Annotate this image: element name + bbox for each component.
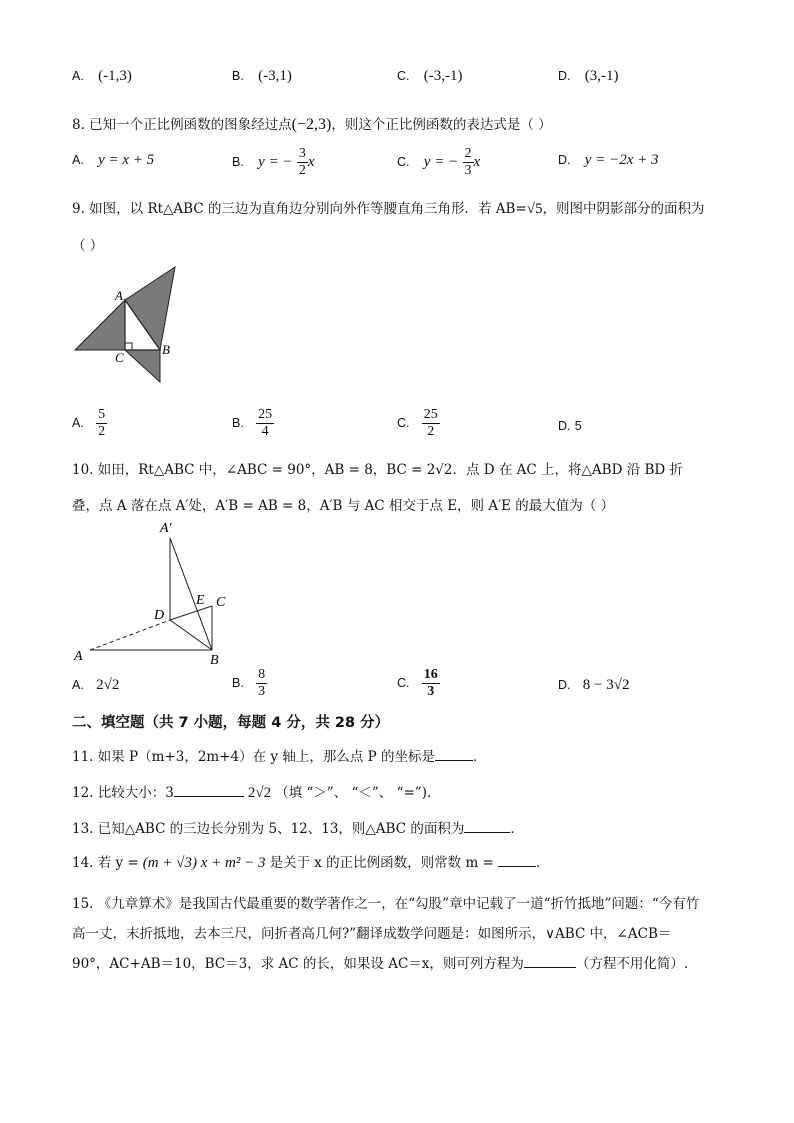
segment-ad (90, 620, 170, 650)
option-value-pre: y = − (423, 154, 459, 170)
q7-option-c (397, 68, 463, 85)
q8-option-c (397, 146, 480, 179)
option-label: A. (72, 69, 84, 83)
q9-paren: （ ） (72, 238, 104, 254)
answer-blank (174, 784, 244, 797)
option-label: D. (558, 153, 571, 167)
q14-mid: 是关于 x 的正比例函数，则常数 m = (269, 855, 494, 871)
segment-db (170, 620, 212, 650)
fraction (422, 407, 440, 440)
q10-option-a (72, 677, 119, 694)
numerator: 16 (423, 667, 438, 682)
fraction (463, 146, 474, 179)
option-value: (-3,-1) (423, 68, 463, 84)
option-label: B. (232, 155, 244, 169)
q8-stem-a: 8. 已知一个正比例函数的图象经过点 (72, 117, 292, 133)
q9-option-b (232, 407, 274, 440)
option-label: C. (397, 416, 410, 430)
q8-option-a (72, 152, 154, 169)
q12-end: （填 “＞”、 “＜”、 “=”). (275, 785, 432, 801)
numerator: 5 (98, 407, 106, 422)
q15-line1: 15. 《九章算术》是我国古代最重要的数学著作之一，在“勾股”章中记载了一道“折竹抵地”问题：“今有竹 (72, 896, 700, 912)
label-b: B (162, 342, 170, 357)
option-value: 5 (574, 419, 582, 433)
numerator: 2 (464, 146, 472, 161)
q14 (72, 851, 549, 872)
option-label: D. (558, 419, 571, 433)
numerator: 25 (423, 407, 438, 422)
denominator: 2 (427, 424, 435, 439)
option-label: D. (558, 69, 571, 83)
q14-pre: 14. 若 y = (72, 855, 139, 871)
q9-option-a (72, 407, 107, 440)
fraction (422, 667, 440, 700)
section-heading: 二、填空题（共 7 小题，每题 4 分，共 28 分） (72, 715, 390, 731)
q12 (72, 781, 431, 802)
option-label: B. (232, 676, 244, 690)
fraction (256, 407, 274, 440)
q14-end: ． (535, 855, 550, 871)
denominator: 3 (464, 163, 472, 178)
q10-line2: 叠，点 A 落在点 A′处，A′B = AB = 8，A′B 与 AC 相交于点 E，则 A′E 的最大值为（ ） (72, 498, 615, 514)
denominator: 3 (427, 684, 435, 699)
label-a-prime: A′ (160, 521, 172, 536)
option-value-post: x (473, 154, 481, 170)
q9-stem-a: 9. 如图，以 Rt△ABC 的三边为直角边分别向外作等腰直角三角形．若 AB= (72, 201, 527, 217)
q8-stem (72, 113, 552, 134)
q10-option-b (232, 667, 267, 700)
q15-line2: 高一丈，末折抵地，去本三尺，问折者高几何?”翻译成数学问题是：如图所示，∨ABC 中，∠ACB＝ (72, 926, 672, 942)
q15-line3-text: 90°，AC+AB＝10，BC＝3，求 AC 的长，如果设 AC＝x，则可列方程为 (72, 956, 524, 972)
answer-blank (498, 854, 536, 867)
numerator: 8 (258, 667, 266, 682)
label-e: E (196, 593, 205, 608)
q10-option-d (558, 677, 630, 694)
label-a: A (74, 649, 83, 664)
q11 (72, 745, 487, 765)
q10-line1: 10. 如田，Rt△ABC 中，∠ABC = 90°，AB = 8，BC = 2√2．点 D 在 AC 上，将△ABD 沿 BD 折 (72, 462, 684, 478)
q9-root: √5 (526, 201, 543, 217)
option-value: 8 − 3√2 (582, 677, 630, 693)
option-value-post: x (307, 154, 315, 170)
option-value: y = −2x + 3 (584, 152, 659, 168)
q9-figure (70, 262, 185, 387)
option-label: A. (72, 416, 84, 430)
segment-dc (170, 606, 212, 620)
option-label: C. (397, 155, 410, 169)
answer-blank (464, 820, 510, 833)
q7-option-a (72, 68, 132, 85)
label-c: C (115, 350, 124, 365)
option-label: A. (72, 678, 84, 692)
denominator: 3 (258, 684, 266, 699)
numerator: 3 (298, 146, 306, 161)
q13-text: 13. 已知△ABC 的三边长分别为 5、12、13，则△ABC 的面积为 (72, 821, 465, 837)
q11-end: ． (473, 749, 487, 765)
q9-option-d (558, 418, 582, 434)
q8-stem-b: ，则这个正比例函数的表达式是（ ） (331, 117, 552, 133)
option-value: (3,-1) (584, 68, 619, 84)
option-value: y = x + 5 (98, 152, 155, 168)
q7-option-b (232, 68, 292, 85)
answer-blank (435, 748, 473, 761)
denominator: 2 (298, 163, 306, 178)
shaded-triangle-left (75, 300, 125, 350)
label-a: A (115, 288, 123, 303)
option-value: 2√2 (96, 677, 120, 693)
q8-option-b (232, 146, 314, 179)
q12-root: 2√2 (247, 785, 272, 801)
q10-figure (68, 518, 238, 668)
q12-text: 12. 比较大小：3 (72, 785, 174, 801)
option-value-pre: y = − (258, 154, 293, 170)
q15-line3-end: （方程不用化简）. (575, 956, 689, 972)
q7-option-d (558, 68, 619, 85)
q13 (72, 817, 524, 837)
option-label: B. (232, 69, 244, 83)
q15-line3 (72, 952, 688, 972)
fraction (256, 667, 267, 700)
shaded-triangle-bottom (125, 350, 160, 382)
label-c: C (216, 595, 226, 610)
q14-expr: (m + √3) x + m² − 3 (142, 855, 266, 871)
option-value: (-3,1) (258, 68, 292, 84)
q11-text: 11. 如果 P（m+3，2m+4）在 y 轴上，那么点 P 的坐标是 (72, 749, 436, 765)
q10-option-c (397, 667, 440, 700)
option-label: C. (397, 69, 410, 83)
answer-blank (524, 955, 576, 968)
option-label: C. (397, 676, 410, 690)
numerator: 25 (258, 407, 273, 422)
q9-stem (72, 197, 704, 218)
q8-option-d (558, 152, 658, 169)
q9-stem-b: ，则图中阴影部分的面积为 (542, 201, 705, 217)
option-label: B. (232, 416, 244, 430)
option-label: A. (72, 153, 84, 167)
fraction (96, 407, 107, 440)
q9-option-c (397, 407, 440, 440)
denominator: 2 (98, 424, 106, 439)
denominator: 4 (261, 424, 269, 439)
option-label: D. (558, 678, 571, 692)
option-value: (-1,3) (98, 68, 132, 84)
label-d: D (154, 608, 165, 623)
fraction (297, 146, 308, 179)
label-b: B (210, 653, 219, 668)
q8-point: (−2,3) (291, 116, 332, 133)
segment-apb (170, 538, 212, 650)
q13-end: ． (510, 821, 524, 837)
